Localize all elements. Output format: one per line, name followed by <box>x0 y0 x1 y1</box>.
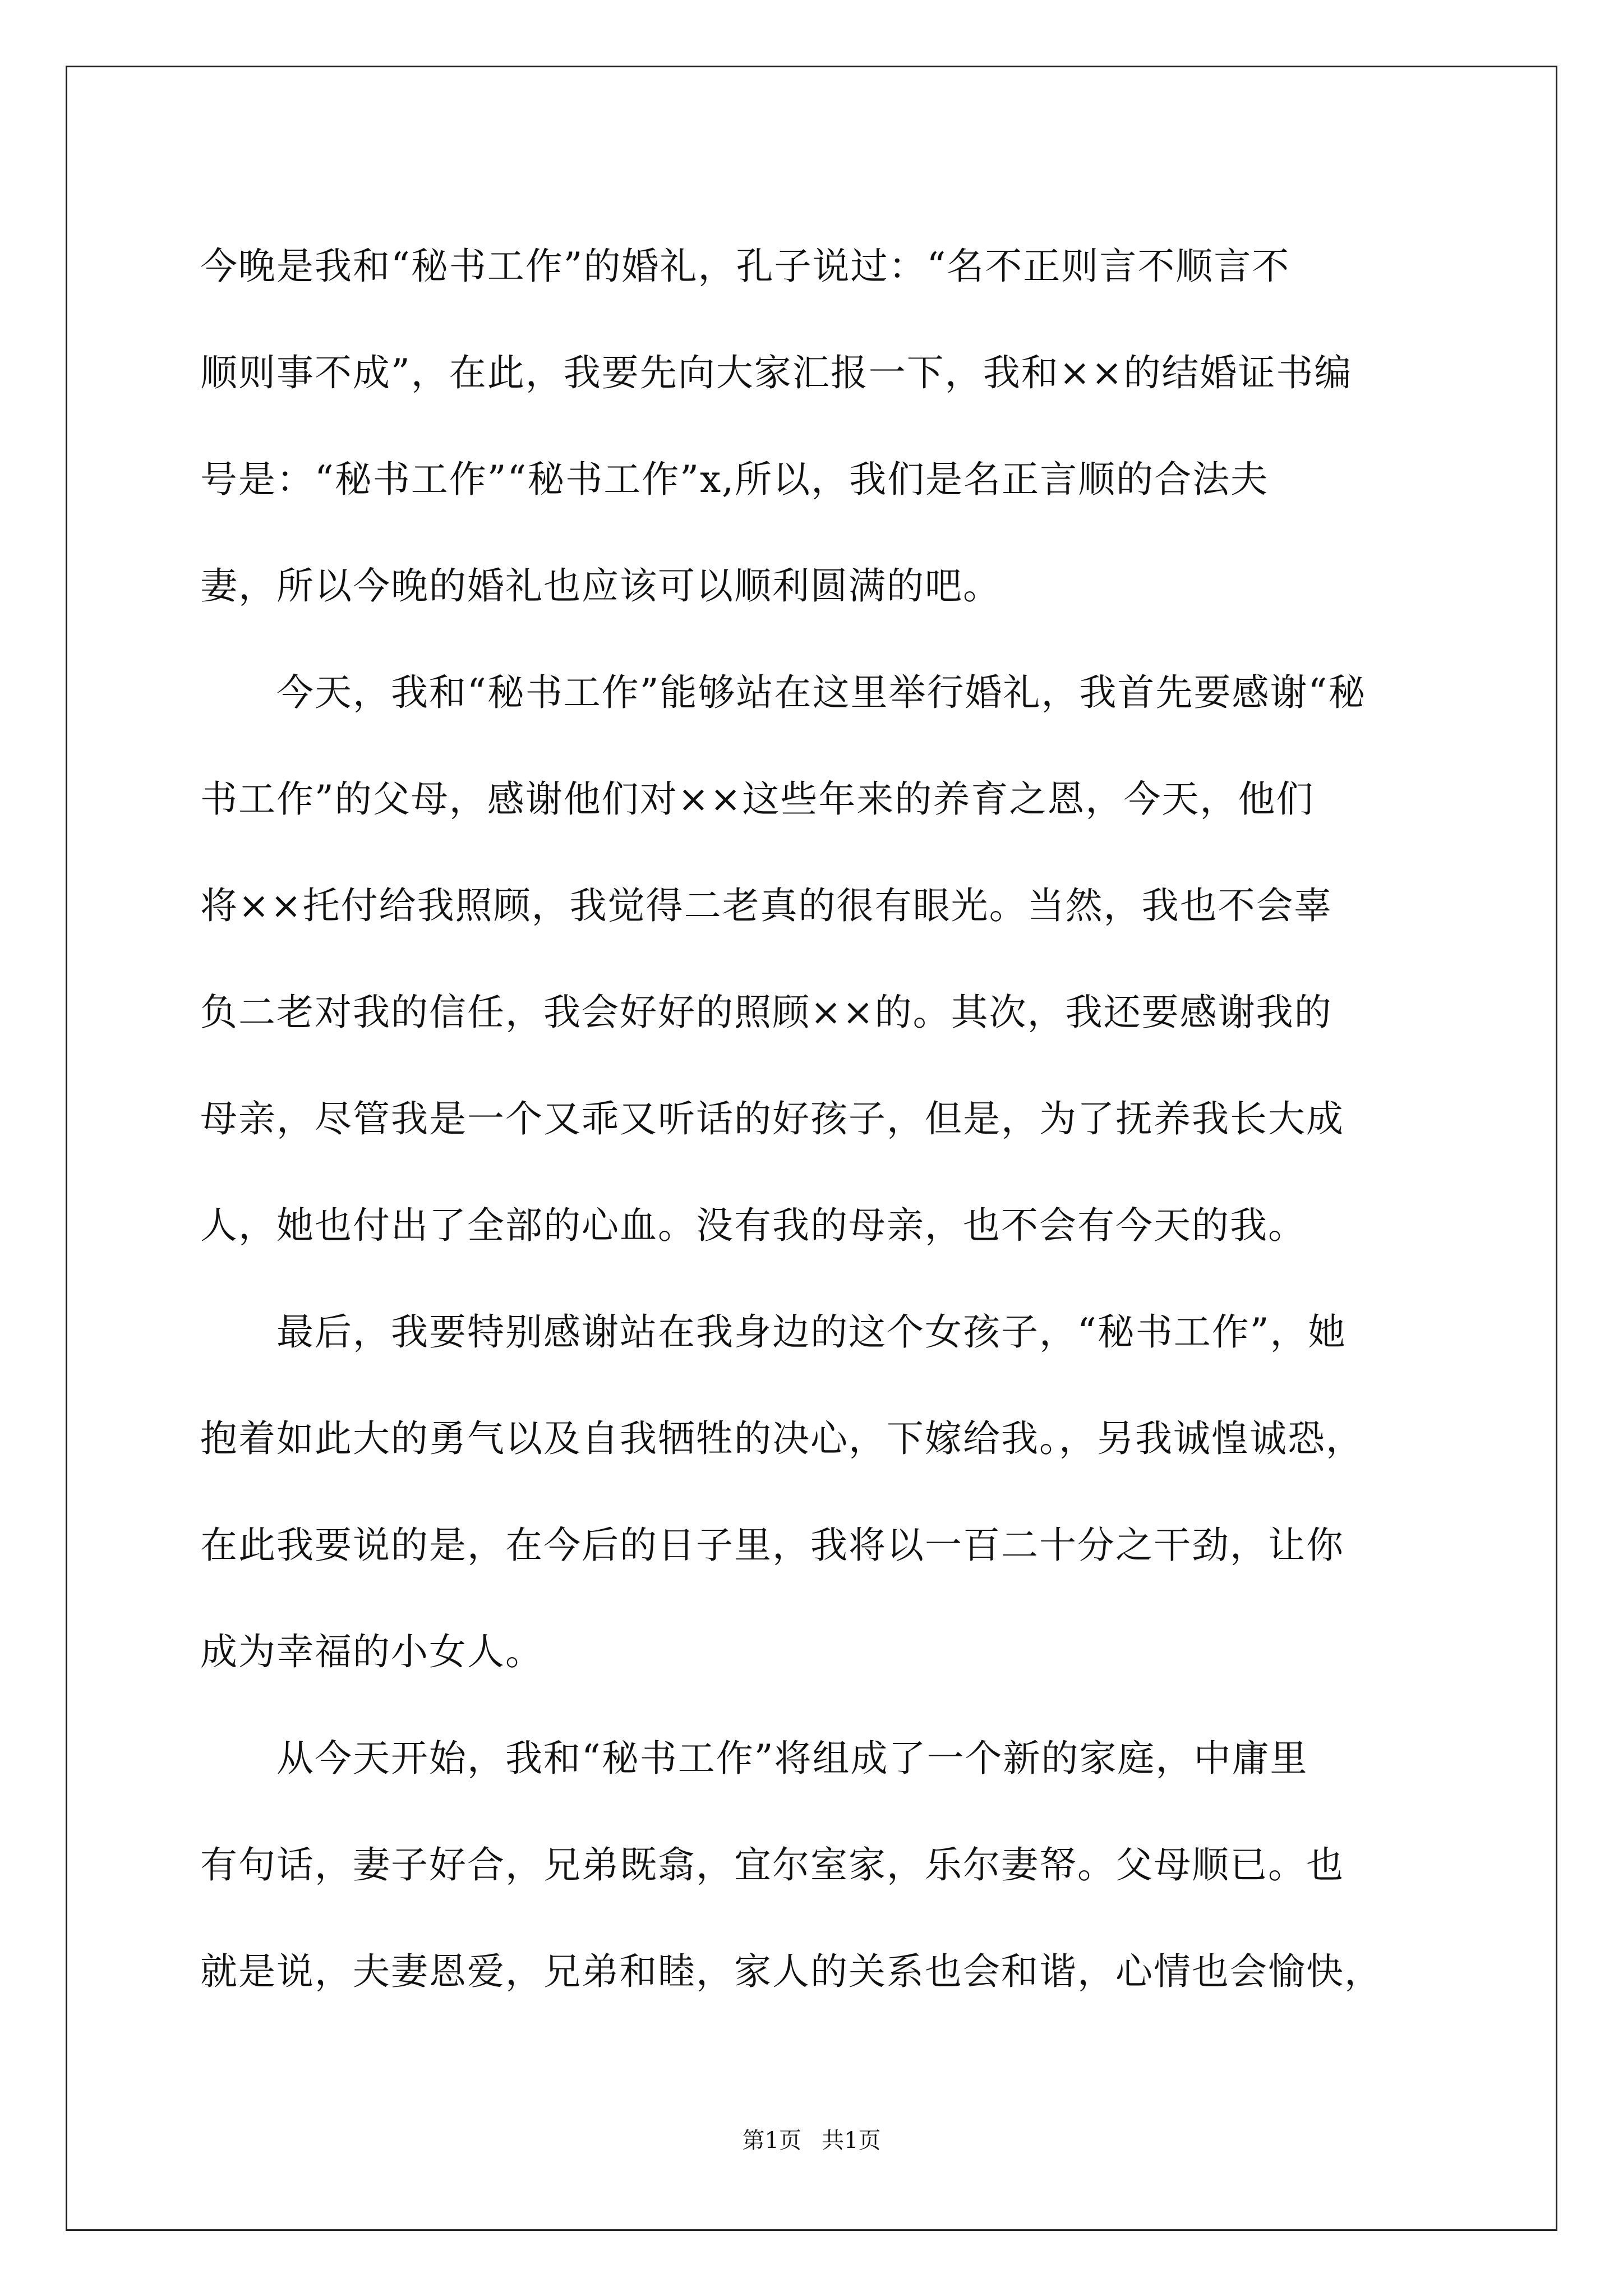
text-line: 从今天开始，我和“秘书工作”将组成了一个新的家庭，中庸里 <box>276 1737 1308 1780</box>
text-line: 就是说，夫妻恩爱，兄弟和睦，家人的关系也会和谐，心情也会愉快， <box>200 1950 1382 1993</box>
text-line: 书工作”的父母，感谢他们对××这些年来的养育之恩，今天，他们 <box>200 777 1315 821</box>
text-line: 人，她也付出了全部的心血。没有我的母亲，也不会有今天的我。 <box>200 1204 1306 1247</box>
text-line: 负二老对我的信任，我会好好的照顾××的。其次，我还要感谢我的 <box>200 991 1332 1034</box>
text-line: 有句话，妻子好合，兄弟既翕，宜尔室家，乐尔妻帑。父母顺已。也 <box>200 1843 1344 1887</box>
text-line: 妻，所以今晚的婚礼也应该可以顺利圆满的吧。 <box>200 564 1001 608</box>
paragraph-3 <box>200 1279 1432 1705</box>
text-line: 将××托付给我照顾，我觉得二老真的很有眼光。当然，我也不会辜 <box>200 884 1332 927</box>
page-number: 第1页 <box>742 2128 801 2154</box>
text-line: 号是：“秘书工作”“秘书工作”x,所以，我们是名正言顺的合法夫 <box>200 458 1269 501</box>
text-line: 最后，我要特别感谢站在我身边的这个女孩子，“秘书工作”，她 <box>276 1310 1347 1354</box>
text-line: 抱着如此大的勇气以及自我牺牲的决心，下嫁给我。，另我诚惶诚恐， <box>200 1417 1364 1460</box>
text-line: 在此我要说的是，在今后的日子里，我将以一百二十分之干劲，让你 <box>200 1524 1344 1567</box>
paragraph-4 <box>200 1705 1432 2025</box>
text-line: 成为幸福的小女人。 <box>200 1630 543 1673</box>
text-line: 母亲，尽管我是一个又乖又听话的好孩子，但是，为了抚养我长大成 <box>200 1097 1344 1140</box>
text-line: 今天，我和“秘书工作”能够站在这里举行婚礼，我首先要感谢“秘 <box>276 671 1367 714</box>
text-line: 顺则事不成”，在此，我要先向大家汇报一下，我和××的结婚证书编 <box>200 351 1353 394</box>
page-footer <box>0 2126 1623 2155</box>
paragraph-2 <box>200 639 1432 1279</box>
text-line: 今晚是我和“秘书工作”的婚礼，孔子说过：“名不正则言不顺言不 <box>200 245 1290 288</box>
document-body <box>200 213 1432 2025</box>
paragraph-1 <box>200 213 1432 639</box>
page-total: 共1页 <box>822 2128 881 2154</box>
